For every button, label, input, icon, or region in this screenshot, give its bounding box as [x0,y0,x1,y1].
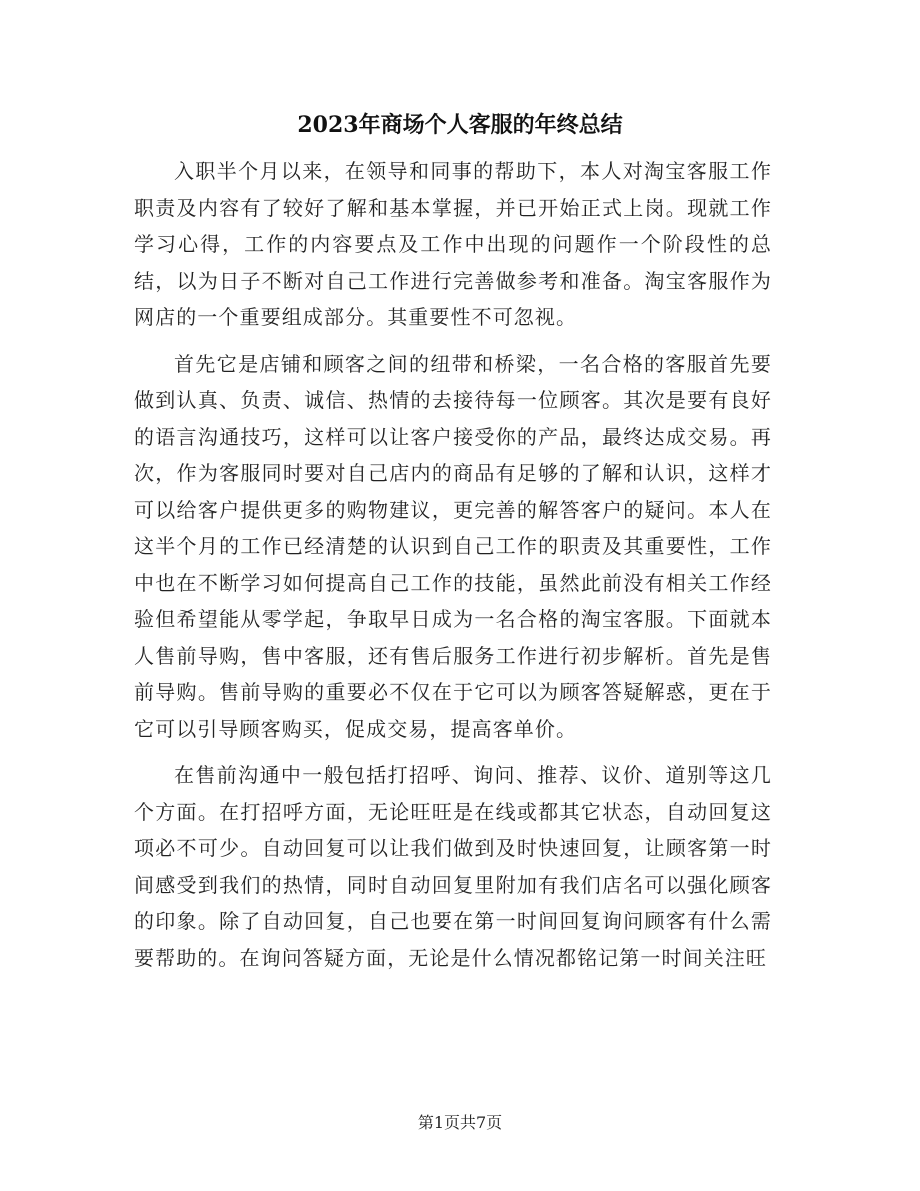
paragraph: 首先它是店铺和顾客之间的纽带和桥梁，一名合格的客服首先要做到认真、负责、诚信、热情的去接待每一位顾客。其次是要有良好的语言沟通技巧，这样可以让客户接受你的产品，最终达成交易。再次，作为客服同时要对自己店内的商品有足够的了解和认识，这样才可以给客户提供更多的购物建议，更完善的解答客户的疑问。本人在这半个月的工作已经清楚的认识到自己工作的职责及其重要性，工作中也在不断学习如何提高自己工作的技能，虽然此前没有相关工作经验但希望能从零学起，争取早日成为一名合格的淘宝客服。下面就本人售前导购，售中客服，还有售后服务工作进行初步解析。首先是售前导购。售前导购的重要必不仅在于它可以为顾客答疑解惑，更在于它可以引导顾客购买，促成交易，提高客单价。 [134,351,772,741]
paragraph: 入职半个月以来，在领导和同事的帮助下，本人对淘宝客服工作职责及内容有了较好了解和基本掌握，并已开始正式上岗。现就工作学习心得，工作的内容要点及工作中出现的问题作一个阶段性的总结，以为日子不断对自己工作进行完善做参考和准备。淘宝客服作为网店的一个重要组成部分。其重要性不可忽视。 [134,159,772,329]
document-body [134,153,772,986]
page-number-footer: 第1页共7页 [417,1113,503,1132]
document-title: 2023年商场个人客服的年终总结 [297,112,623,138]
paragraph: 在售前沟通中一般包括打招呼、询问、推荐、议价、道别等这几个方面。在打招呼方面，无论旺旺是在线或都其它状态，自动回复这项必不可少。自动回复可以让我们做到及时快速回复，让顾客第一时间感受到我们的热情，同时自动回复里附加有我们店名可以强化顾客的印象。除了自动回复，自己也要在第一时间回复询问顾客有什么需要帮助的。在询问答疑方面，无论是什么情况都铭记第一时间关注旺 [134,763,772,970]
